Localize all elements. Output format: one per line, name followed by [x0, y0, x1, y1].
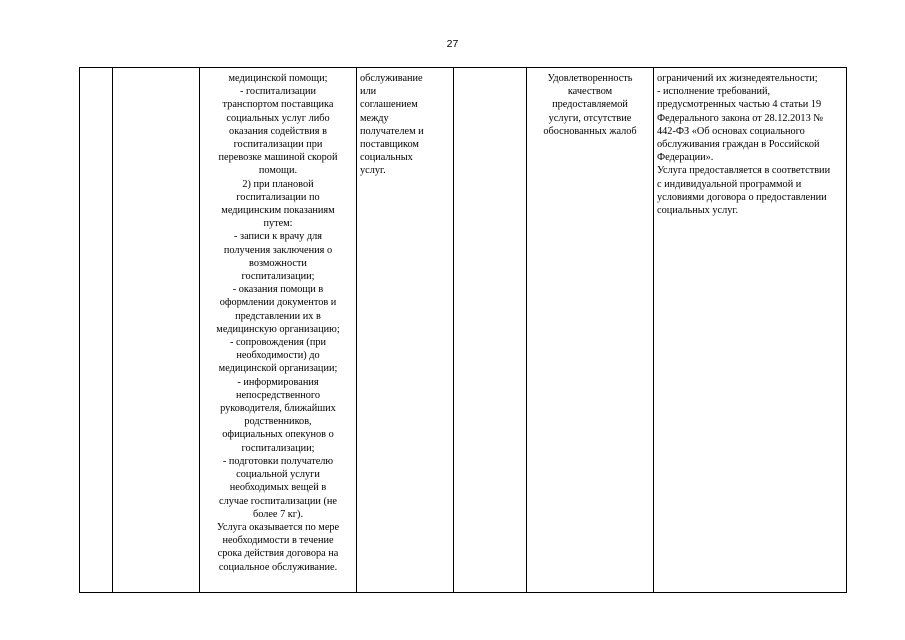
- provision-conditions-line: - исполнение требований,: [657, 86, 771, 98]
- service-terms-line: получателем и: [360, 125, 424, 137]
- table-row: [80, 68, 847, 593]
- service-description-line: необходимых вещей в: [229, 482, 327, 494]
- service-description-line: госпитализации;: [241, 271, 315, 283]
- service-description-line: возможности: [249, 257, 307, 269]
- provision-conditions-line: с индивидуальной программой и: [657, 178, 802, 190]
- service-description-line: госпитализации по: [236, 191, 320, 203]
- service-description-line: представлении их в: [235, 310, 321, 322]
- service-terms-line: социальных: [360, 152, 413, 164]
- service-description-line: срока действия договора на: [217, 548, 339, 560]
- service-description-line: медицинской организации;: [218, 363, 338, 375]
- cell-quality-indicators: [527, 68, 654, 593]
- quality-indicators-line: услуги, отсутствие: [548, 112, 632, 124]
- provision-conditions-line: 442-ФЗ «Об основах социального: [657, 125, 805, 137]
- cell-service-description: [200, 68, 357, 593]
- provision-conditions-line: условиями договора о предоставлении: [657, 191, 827, 203]
- page-number: 27: [446, 38, 459, 50]
- service-description-line: получения заключения о: [223, 244, 333, 256]
- quality-indicators-line: обоснованных жалоб: [543, 125, 637, 137]
- cell-cost: [454, 68, 527, 593]
- service-description-line: - записи к врачу для: [234, 231, 322, 243]
- quality-indicators-line: качеством: [567, 86, 613, 98]
- service-description-line: - подготовки получателю: [222, 455, 334, 467]
- service-description-line: путем:: [263, 218, 293, 230]
- service-description-line: оформлении документов и: [219, 297, 337, 309]
- cell-provision-conditions: [654, 68, 847, 593]
- cell-number: [80, 68, 113, 593]
- service-description-line: родственников,: [244, 416, 312, 428]
- service-description-line: транспортом поставщика: [222, 99, 334, 111]
- service-description-line: - госпитализации: [239, 86, 317, 98]
- provision-conditions-line: Федерации».: [657, 152, 714, 164]
- service-description-line: социальной услуги: [236, 469, 320, 481]
- provision-conditions-line: обслуживания граждан в Российской: [657, 139, 820, 151]
- provision-conditions-line: Федерального закона от 28.12.2013 №: [657, 112, 824, 124]
- service-description-line: более 7 кг).: [252, 508, 304, 520]
- quality-indicators-line: Удовлетворенность: [547, 73, 633, 84]
- service-terms-line: или: [360, 86, 377, 98]
- service-description-line: госпитализации при: [233, 139, 323, 151]
- service-description-line: социальное обслуживание.: [218, 561, 338, 573]
- service-description-text: [203, 72, 353, 574]
- quality-indicators-text: [530, 72, 650, 138]
- service-description-line: помощи.: [258, 165, 298, 177]
- service-terms-line: поставщиком: [360, 139, 419, 151]
- service-terms-line: обслуживание: [360, 73, 423, 84]
- service-terms-line: между: [360, 112, 389, 124]
- provision-conditions-line: ограничений их жизнедеятельности;: [657, 73, 818, 84]
- quality-indicators-line: предоставляемой: [552, 99, 628, 111]
- service-description-line: случае госпитализации (не: [219, 495, 337, 507]
- service-description-line: перевозке машиной скорой: [218, 152, 338, 164]
- service-description-line: необходимости в течение: [222, 535, 334, 547]
- service-description-line: госпитализации;: [241, 442, 315, 454]
- services-table: [79, 67, 847, 593]
- service-description-line: 2) при плановой: [242, 178, 314, 190]
- service-terms-line: соглашением: [360, 99, 418, 111]
- service-description-line: непосредственного: [235, 389, 321, 401]
- service-description-line: оказания содействия в: [229, 125, 327, 137]
- cell-service-terms: [357, 68, 454, 593]
- service-description-line: социальных услуг либо: [226, 112, 330, 124]
- service-description-line: руководителя, ближайших: [220, 403, 336, 415]
- service-description-line: - информирования: [237, 376, 319, 388]
- service-terms-line: услуг.: [360, 165, 386, 177]
- service-description-line: - оказания помощи в: [232, 284, 324, 296]
- provision-conditions-text: [657, 72, 843, 217]
- service-description-line: необходимости) до: [236, 350, 320, 362]
- service-description-line: медицинским показаниям: [221, 205, 335, 217]
- service-description-line: Услуга оказывается по мере: [216, 521, 340, 533]
- service-description-line: официальных опекунов о: [222, 429, 334, 441]
- service-terms-text: [360, 72, 450, 178]
- provision-conditions-line: предусмотренных частью 4 статьи 19: [657, 99, 822, 111]
- provision-conditions-line: Услуга предоставляется в соответствии: [657, 165, 831, 177]
- provision-conditions-line: социальных услуг.: [657, 205, 739, 217]
- service-description-line: - сопровождения (при: [229, 337, 327, 349]
- cell-service-name: [113, 68, 200, 593]
- service-description-line: медицинскую организацию;: [216, 323, 340, 335]
- service-description-line: медицинской помощи;: [228, 73, 328, 84]
